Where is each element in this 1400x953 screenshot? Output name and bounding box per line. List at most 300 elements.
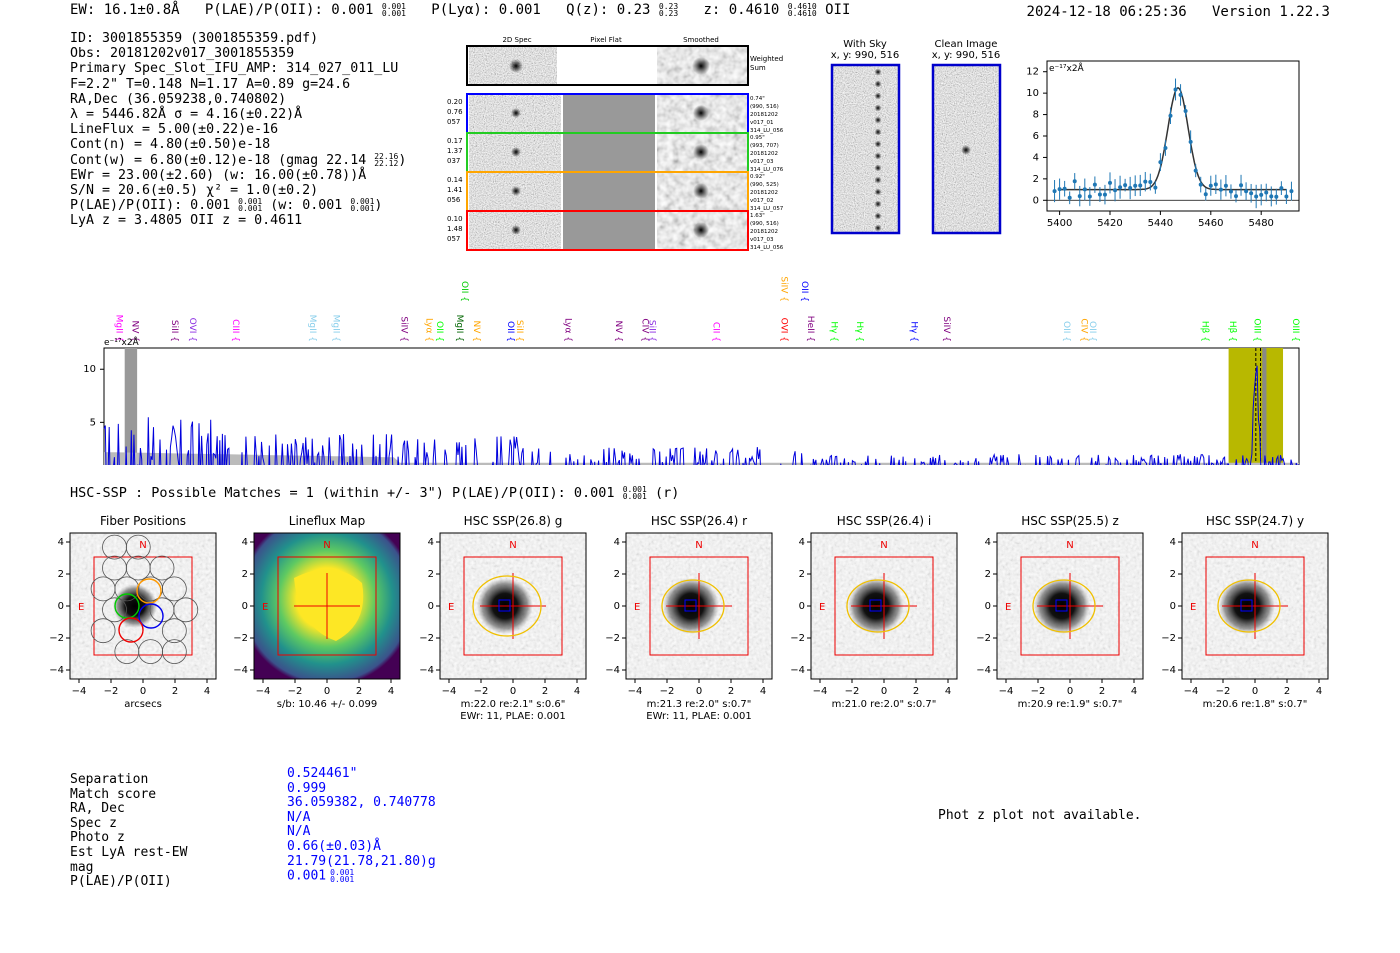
hsc-x-tick: −2 xyxy=(287,686,303,697)
match-label: Separation xyxy=(70,772,149,787)
zoom-y-tick: 10 xyxy=(1026,88,1039,100)
photz-message: Phot z plot not available. xyxy=(938,808,1142,823)
col-header-2dspec: 2D Spec xyxy=(502,36,532,44)
spectral-line-marker: OII { xyxy=(1087,321,1098,342)
hsc-panel-6 xyxy=(976,514,1143,710)
cutout-row-right-text: 0.92" xyxy=(750,174,765,180)
hsc-y-tick: 2 xyxy=(984,569,991,580)
spectral-line-marker: Hγ { xyxy=(854,321,865,342)
north-label: N xyxy=(1251,540,1259,551)
cutout-row-left-text: 1.37 xyxy=(447,147,463,155)
zoom-data-point xyxy=(1274,195,1278,199)
hsc-y-tick: 0 xyxy=(613,601,620,612)
info-plae-sub: 0.001 xyxy=(238,204,263,214)
spectral-line-marker: CII { xyxy=(710,321,721,342)
info-id: ID: 3001855359 (3001855359.pdf) xyxy=(70,31,319,46)
hsc-x-tick: 0 xyxy=(1066,686,1074,697)
with-sky-coords: x, y: 990, 516 xyxy=(830,50,900,61)
hsc-y-tick: −2 xyxy=(790,633,805,644)
header-plae: P(LAE)/P(OII): 0.001 xyxy=(204,2,374,18)
zoom-data-point xyxy=(1264,191,1268,195)
match-label: Photo z xyxy=(70,830,125,846)
match-value: 21.79(21.78,21.80)g xyxy=(287,853,436,869)
hsc-title-sup: 0.001 xyxy=(622,485,647,494)
zoom-data-point xyxy=(1234,194,1238,198)
cutout-row-right-text: 314_LU_056 xyxy=(750,128,784,134)
zoom-data-point xyxy=(1179,93,1183,97)
zoom-x-tick: 5480 xyxy=(1248,218,1274,229)
hsc-y-tick: 0 xyxy=(57,601,64,612)
hsc-panel-caption: m:20.6 re:1.8" s:0.7" xyxy=(1202,699,1308,710)
spectral-line-marker: OII { xyxy=(1061,321,1072,342)
cutout-row-3 xyxy=(447,172,784,212)
spectral-line-marker: Lyα { xyxy=(562,317,573,342)
zoom-data-point xyxy=(1229,190,1233,194)
zoom-y-tick: 4 xyxy=(1032,152,1039,164)
zoom-data-point xyxy=(1148,180,1152,184)
hsc-x-tick: −4 xyxy=(441,686,457,697)
hsc-y-tick: −4 xyxy=(49,665,64,676)
zoom-y-tick: 0 xyxy=(1032,195,1039,207)
spectral-line-marker: OIII { xyxy=(1290,318,1301,342)
match-label: Est LyA rest-EW xyxy=(70,844,188,860)
zoom-data-point xyxy=(1194,169,1198,173)
cutout-row-right-text: (990, 516) xyxy=(750,104,779,110)
hsc-panel-caption: s/b: 10.46 +/- 0.099 xyxy=(276,699,378,710)
cutout-row-left-text: 1.48 xyxy=(447,225,463,233)
info-plae-sup: 0.001 xyxy=(238,197,263,207)
info-plae-w: (w: 0.001 xyxy=(270,198,343,214)
header-z-line: OII xyxy=(825,2,851,18)
top-graphics xyxy=(0,0,1400,260)
hsc-y-tick: −4 xyxy=(419,665,434,676)
hsc-x-tick: 2 xyxy=(541,686,549,697)
spectral-line-marker: MgII { xyxy=(113,314,124,342)
zoom-x-tick: 5440 xyxy=(1147,218,1174,229)
hsc-y-tick: −2 xyxy=(49,633,64,644)
hsc-y-tick: 2 xyxy=(1169,569,1176,580)
spectral-line-marker: CIV { xyxy=(639,318,650,342)
hsc-panel-caption-2: EWr: 11, PLAE: 0.001 xyxy=(646,711,752,722)
hsc-panel-2 xyxy=(233,514,400,710)
cutout-row-left-text: 0.17 xyxy=(447,137,463,145)
zoom-data-point xyxy=(1118,185,1122,189)
cutout-row-left-text: 057 xyxy=(447,118,461,126)
hsc-x-tick: −4 xyxy=(255,686,271,697)
spectrum-y-tick: 5 xyxy=(89,417,96,429)
match-value: 0.66(±0.03)Å xyxy=(287,838,381,854)
zoom-data-point xyxy=(1078,194,1082,198)
header-qz: Q(z): 0.23 xyxy=(566,2,651,18)
zoom-data-point xyxy=(1053,189,1057,193)
col-header-pixel-flat: Pixel Flat xyxy=(590,36,622,44)
header-z-sub: 0.4610 xyxy=(787,9,817,18)
hsc-y-tick: 2 xyxy=(57,569,64,580)
zoom-x-tick: 5420 xyxy=(1097,218,1123,229)
zoom-data-point xyxy=(1083,187,1087,191)
match-label: RA, Dec xyxy=(70,801,125,817)
info-lambda: λ = 5446.82Å σ = 4.16(±0.22)Å xyxy=(70,107,303,123)
east-label: E xyxy=(634,602,641,613)
clean-image xyxy=(933,65,1000,233)
info-fit: F=2.2" T=0.148 N=1.17 A=0.89 g=24.6 xyxy=(70,76,351,92)
hsc-panel-5 xyxy=(790,514,957,710)
spectral-line-marker: SiIV { xyxy=(398,316,409,342)
spectral-line-marker: OVI { xyxy=(778,317,789,342)
cutout-row-4 xyxy=(447,211,784,251)
hsc-panel-caption: arcsecs xyxy=(124,699,162,710)
hsc-x-tick: 0 xyxy=(323,686,331,697)
info-contw-sup: 22.16 xyxy=(374,151,399,161)
info-primary: Primary Spec_Slot_IFU_AMP: 314_027_011_LU xyxy=(70,61,399,77)
hsc-y-tick: −4 xyxy=(233,665,248,676)
zoom-data-point xyxy=(1128,186,1132,190)
hsc-title-sub: 0.001 xyxy=(622,492,647,501)
zoom-plot-unit: e⁻¹⁷x2Å xyxy=(1049,64,1084,74)
hsc-title-text: HSC-SSP : Possible Matches = 1 (within +/- 3") P(LAE)/P(OII): 0.001 xyxy=(70,485,615,501)
spectral-line-marker: Hγ { xyxy=(908,321,919,342)
hsc-panel-title: Lineflux Map xyxy=(288,514,366,528)
weighted-sum-label-2: Sum xyxy=(750,64,766,72)
match-value: 36.059382, 0.740778 xyxy=(287,795,436,811)
hsc-y-tick: −4 xyxy=(976,665,991,676)
hsc-x-tick: 2 xyxy=(355,686,363,697)
cutout-row-left-text: 0.76 xyxy=(447,108,463,116)
hsc-x-tick: −2 xyxy=(1030,686,1046,697)
cutout-row-right-text: 314_LU_076 xyxy=(750,167,784,173)
zoom-data-point xyxy=(1249,191,1253,195)
spectral-line-marker: CIII { xyxy=(230,319,241,342)
hsc-x-tick: 4 xyxy=(387,686,395,697)
hsc-x-tick: −4 xyxy=(71,686,87,697)
zoom-data-point xyxy=(1143,180,1147,184)
cutout-row-left-text: 037 xyxy=(447,157,461,165)
match-value: 0.001 0.001 0.001 xyxy=(287,868,355,885)
hsc-y-tick: 2 xyxy=(798,569,805,580)
hsc-x-tick: 0 xyxy=(509,686,517,697)
hsc-x-tick: −4 xyxy=(627,686,643,697)
zoom-data-point xyxy=(1214,182,1218,186)
info-lyaz: LyA z = 3.4805 OII z = 0.4611 xyxy=(70,213,303,229)
hsc-panel-title: HSC SSP(26.4) i xyxy=(836,514,932,528)
hsc-y-tick: −4 xyxy=(790,665,805,676)
zoom-data-point xyxy=(1158,160,1162,164)
zoom-y-tick: 2 xyxy=(1032,173,1039,185)
north-label: N xyxy=(695,540,703,551)
zoom-data-point xyxy=(1063,187,1067,191)
zoom-y-tick: 12 xyxy=(1026,66,1039,78)
hsc-y-tick: 2 xyxy=(427,569,434,580)
hsc-x-tick: 0 xyxy=(1251,686,1259,697)
spectral-line-marker: Hβ { xyxy=(1199,320,1210,342)
info-obs: Obs: 20181202v017_3001855359 xyxy=(70,46,295,62)
match-values xyxy=(287,767,436,884)
info-radec: RA,Dec (36.059238,0.740802) xyxy=(70,91,287,107)
cutout-row-left-text: 056 xyxy=(447,196,461,204)
zoom-data-point xyxy=(1088,194,1092,198)
spectral-line-marker: SiII { xyxy=(513,319,524,342)
spectral-line-marker: HeII { xyxy=(805,315,816,342)
zoom-data-point xyxy=(1073,179,1077,183)
zoom-data-point xyxy=(1189,140,1193,144)
hsc-panel-title: Fiber Positions xyxy=(99,514,187,528)
cutout-row-1 xyxy=(447,94,784,134)
clean-image-title: Clean Image xyxy=(934,39,998,50)
cutout-row-left-text: 0.14 xyxy=(447,176,463,184)
cutout-row-right-text: 20181202 xyxy=(750,112,778,118)
zoom-data-point xyxy=(1123,183,1127,187)
info-sn: S/N = 20.6(±0.5) χ² = 1.0(±0.2) xyxy=(70,183,319,199)
match-label: P(LAE)/P(OII) xyxy=(70,874,172,890)
zoom-data-point xyxy=(1103,193,1107,197)
spectral-line-marker: SiIV { xyxy=(778,276,789,302)
hsc-x-tick: −4 xyxy=(998,686,1014,697)
hsc-panel-title: HSC SSP(24.7) y xyxy=(1205,514,1305,528)
match-label: Spec z xyxy=(70,815,117,831)
hsc-panel-3 xyxy=(419,514,586,722)
hsc-panel-caption-2: EWr: 11, PLAE: 0.001 xyxy=(460,711,566,722)
spectral-line-marker: MgII { xyxy=(306,314,317,342)
north-label: N xyxy=(509,540,517,551)
hsc-y-tick: −2 xyxy=(605,633,620,644)
hsc-y-tick: 4 xyxy=(57,537,64,548)
zoom-data-point xyxy=(1259,193,1263,197)
match-value: N/A xyxy=(287,809,311,825)
zoom-data-point xyxy=(1224,184,1228,188)
zoom-data-point xyxy=(1244,189,1248,193)
hsc-image-panels xyxy=(0,505,1400,725)
spectral-line-marker: CIV { xyxy=(1078,318,1089,342)
zoom-data-point xyxy=(1209,184,1213,188)
hsc-x-tick: 4 xyxy=(1315,686,1323,697)
hsc-y-tick: 0 xyxy=(1169,601,1176,612)
zoom-data-point xyxy=(1174,87,1178,91)
header-plae-sub: 0.001 xyxy=(381,9,406,18)
hsc-panel-7 xyxy=(1161,514,1328,710)
hsc-y-tick: −4 xyxy=(1161,665,1176,676)
hsc-x-tick: 2 xyxy=(171,686,179,697)
hsc-panel-4 xyxy=(605,514,772,722)
spectral-line-marker: OVI { xyxy=(186,317,197,342)
east-label: E xyxy=(448,602,455,613)
north-label: N xyxy=(880,540,888,551)
header-z: z: 0.4610 xyxy=(703,2,780,18)
match-value-fraction: 0.001 0.001 xyxy=(330,868,355,885)
info-contw-end: ) xyxy=(398,152,407,168)
hsc-y-tick: 4 xyxy=(427,537,434,548)
spectral-line-marker: OII { xyxy=(505,321,516,342)
info-ewr: EWr = 23.00(±2.60) (w: 16.00(±0.78))Å xyxy=(70,167,367,183)
info-plae-w-sup: 0.001 xyxy=(350,197,375,207)
match-labels xyxy=(70,773,187,890)
cutout-row-right-text: 314_LU_057 xyxy=(750,206,784,212)
hsc-y-tick: 4 xyxy=(241,537,248,548)
match-value: 0.524461" xyxy=(287,766,358,781)
header-qz-sub: 0.23 xyxy=(658,9,679,18)
cutout-row-right-text: v017_02 xyxy=(750,198,774,204)
cutout-row-left-text: 057 xyxy=(447,235,461,243)
header-datetime: 2024-12-18 06:25:36 xyxy=(1026,4,1187,20)
zoom-data-point xyxy=(1219,188,1223,192)
weighted-sum-label-1: Weighted xyxy=(750,55,784,63)
with-sky-title: With Sky xyxy=(843,39,887,50)
east-label: E xyxy=(78,602,85,613)
zoom-data-point xyxy=(1163,146,1167,150)
spectral-line-marker: OIII { xyxy=(1251,318,1262,342)
zoom-data-point xyxy=(1289,189,1293,193)
hsc-x-tick: −2 xyxy=(844,686,860,697)
hsc-panel-1 xyxy=(49,514,216,710)
cutout-row-2 xyxy=(447,133,784,173)
zoom-data-point xyxy=(1269,194,1273,198)
spectral-line-marker: NV { xyxy=(612,320,623,342)
spectral-line-marker: SiII { xyxy=(646,319,657,342)
hsc-y-tick: −2 xyxy=(233,633,248,644)
hsc-x-tick: 4 xyxy=(759,686,767,697)
zoom-data-point xyxy=(1168,114,1172,118)
cutout-rows xyxy=(447,94,784,251)
info-plae-w-sub: 0.001 xyxy=(350,204,375,214)
zoom-fit-plot xyxy=(1026,61,1299,229)
hsc-y-tick: 4 xyxy=(798,537,805,548)
cutout-row-right-text: 20181202 xyxy=(750,229,778,235)
header-plae-sup: 0.001 xyxy=(381,2,406,11)
zoom-data-point xyxy=(1153,186,1157,190)
info-lineflux: LineFlux = 5.00(±0.22)e-16 xyxy=(70,122,279,138)
hsc-y-tick: 2 xyxy=(613,569,620,580)
clean-image-coords: x, y: 990, 516 xyxy=(931,50,1001,61)
cutout-row-left-text: 0.20 xyxy=(447,98,463,106)
match-value: 0.999 xyxy=(287,780,327,796)
header-qz-sup: 0.23 xyxy=(658,2,679,11)
cutout-row-left-text: 0.10 xyxy=(447,215,463,223)
hsc-y-tick: 0 xyxy=(798,601,805,612)
with-sky-image xyxy=(832,65,899,233)
hsc-y-tick: 0 xyxy=(984,601,991,612)
header-z-sup: 0.4610 xyxy=(787,2,817,11)
hsc-x-tick: 0 xyxy=(880,686,888,697)
hsc-y-tick: −2 xyxy=(976,633,991,644)
hsc-y-tick: 0 xyxy=(427,601,434,612)
hsc-x-tick: 0 xyxy=(139,686,147,697)
hsc-title-end: (r) xyxy=(654,485,680,501)
cutout-row-left-text: 1.41 xyxy=(447,186,463,194)
spectral-line-marker: MgII { xyxy=(454,314,465,342)
hsc-x-tick: −4 xyxy=(1183,686,1199,697)
header-plya: P(Lyα): 0.001 xyxy=(431,2,541,18)
spectrum-y-tick: 10 xyxy=(83,364,96,376)
zoom-data-point xyxy=(1284,194,1288,198)
hsc-y-tick: −2 xyxy=(1161,633,1176,644)
cutout-row-right-text: 0.95" xyxy=(750,135,765,141)
north-label: N xyxy=(1066,540,1074,551)
hsc-x-tick: 4 xyxy=(944,686,952,697)
info-contw-sub: 22.12 xyxy=(374,158,399,168)
spectral-line-marker: Hγ { xyxy=(828,321,839,342)
match-label: mag xyxy=(70,859,94,875)
cutout-row-right-text: v017_03 xyxy=(750,237,774,243)
hsc-x-tick: −2 xyxy=(659,686,675,697)
hsc-x-tick: 4 xyxy=(573,686,581,697)
cutout-row-right-text: 20181202 xyxy=(750,190,778,196)
zoom-data-point xyxy=(1138,183,1142,187)
cutout-row-right-text: v017_03 xyxy=(750,159,774,165)
hsc-x-tick: 2 xyxy=(1283,686,1291,697)
info-plae-text: P(LAE)/P(OII): 0.001 xyxy=(70,198,231,214)
hsc-panel-caption: m:21.0 re:2.0" s:0.7" xyxy=(831,699,937,710)
hsc-x-tick: −2 xyxy=(103,686,119,697)
cutout-row-right-text: (990, 525) xyxy=(750,182,779,188)
col-header-smoothed: Smoothed xyxy=(683,36,719,44)
cutout-row-right-text: 0.74" xyxy=(750,96,765,102)
zoom-data-point xyxy=(1254,194,1258,198)
hsc-panel-caption: m:20.9 re:1.9" s:0.7" xyxy=(1017,699,1123,710)
east-label: E xyxy=(819,602,826,613)
cutout-row-right-text: (993, 707) xyxy=(750,143,779,149)
zoom-data-point xyxy=(1204,192,1208,196)
zoom-data-point xyxy=(1133,184,1137,188)
zoom-y-tick: 8 xyxy=(1032,109,1039,121)
hsc-x-tick: −4 xyxy=(812,686,828,697)
header-version: Version 1.22.3 xyxy=(1211,4,1330,20)
full-spectrum-plot xyxy=(0,270,1400,465)
zoom-data-point xyxy=(1279,186,1283,190)
zoom-x-tick: 5400 xyxy=(1046,218,1073,229)
north-label: N xyxy=(323,540,331,551)
hsc-x-tick: 2 xyxy=(727,686,735,697)
hsc-x-tick: 2 xyxy=(1098,686,1106,697)
hsc-y-tick: 4 xyxy=(613,537,620,548)
cutout-row-right-text: (990, 516) xyxy=(750,221,779,227)
spectral-line-marker: OII { xyxy=(458,281,469,302)
hsc-x-tick: 4 xyxy=(1130,686,1138,697)
spectral-line-marker: NV { xyxy=(129,320,140,342)
spectral-line-marker: OII { xyxy=(799,281,810,302)
hsc-panel-caption: m:22.0 re:2.1" s:0.6" xyxy=(460,699,566,710)
hsc-x-tick: 0 xyxy=(695,686,703,697)
east-label: E xyxy=(262,602,269,613)
spectrum-unit-label: e⁻¹⁷x2Å xyxy=(104,338,139,348)
header-ew: EW: 16.1±0.8Å xyxy=(70,2,180,18)
spectrum-gray-bar xyxy=(1262,348,1266,465)
match-value: N/A xyxy=(287,824,311,840)
hsc-y-tick: 4 xyxy=(984,537,991,548)
zoom-data-point xyxy=(1058,187,1062,191)
zoom-data-point xyxy=(1113,188,1117,192)
zoom-data-point xyxy=(1184,109,1188,113)
zoom-x-tick: 5460 xyxy=(1198,218,1224,229)
match-label: Match score xyxy=(70,786,157,802)
zoom-data-point xyxy=(1068,196,1072,200)
info-plae-w-end: ) xyxy=(374,198,383,214)
zoom-y-tick: 6 xyxy=(1032,131,1039,142)
zoom-data-point xyxy=(1239,183,1243,187)
hsc-x-tick: −2 xyxy=(473,686,489,697)
spectral-line-marker: SiIV { xyxy=(941,316,952,342)
hsc-y-tick: −2 xyxy=(419,633,434,644)
hsc-panel-title: HSC SSP(26.4) r xyxy=(650,514,748,528)
hsc-x-tick: 4 xyxy=(203,686,211,697)
cutout-row-right-text: 1.63" xyxy=(750,213,765,219)
spectral-line-marker: Lyα { xyxy=(423,317,434,342)
east-label: E xyxy=(1005,602,1012,613)
cutout-row-right-text: 314_LU_056 xyxy=(750,245,784,251)
info-contn: Cont(n) = 4.80(±0.50)e-18 xyxy=(70,137,271,153)
weighted-sum-row xyxy=(467,46,783,85)
zoom-data-point xyxy=(1108,181,1112,185)
hsc-panel-title: HSC SSP(26.8) g xyxy=(463,514,563,528)
hsc-panel-title: HSC SSP(25.5) z xyxy=(1021,514,1119,528)
